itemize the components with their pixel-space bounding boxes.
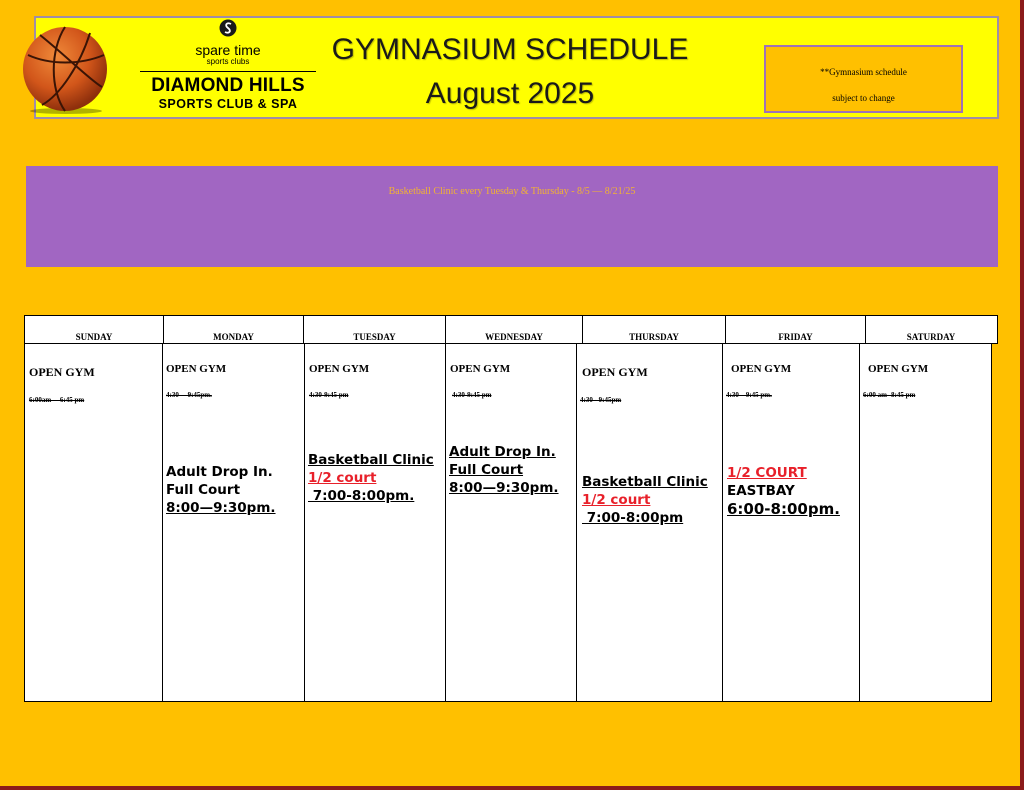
calendar-body [24, 344, 992, 702]
club-logo [140, 19, 316, 114]
open-gym-time: 6:00am— 6:45 pm [29, 396, 85, 404]
event-line-2: 1/2 court [308, 470, 377, 486]
notice-line-1: **Gymnasium schedule [820, 67, 907, 77]
event-line-2: 1/2 court [582, 492, 651, 508]
event-line-1: Adult Drop In. [449, 444, 556, 460]
open-gym-time: 4:30-9:45 pm [309, 391, 349, 399]
day-header-sunday: SUNDAY [25, 316, 164, 343]
event-line-1: Adult Drop In. [166, 464, 273, 480]
event-time: 7:00-8:00pm. [308, 488, 415, 504]
day-header-friday: FRIDAY [726, 316, 866, 343]
basketball-icon [20, 25, 110, 115]
title-line-1: GYMNASIUM SCHEDULE [331, 33, 689, 66]
calendar-header-row [24, 315, 998, 344]
event-half-court-eastbay [727, 464, 840, 518]
logo-divider [140, 71, 316, 72]
event-basketball-clinic [582, 473, 708, 527]
open-gym-label: OPEN GYM [166, 363, 227, 375]
day-cell-wednesday [446, 344, 577, 701]
day-cell-monday [163, 344, 305, 701]
page-title [300, 28, 720, 116]
day-cell-thursday [577, 344, 723, 701]
open-gym-label: OPEN GYM [450, 363, 511, 375]
logo-brand-sub: sports clubs [206, 57, 250, 66]
event-line-1: Basketball Clinic [308, 452, 434, 468]
open-gym-time: 6:00 am- 8:45 pm [863, 391, 916, 399]
event-adult-drop-in [449, 443, 559, 497]
open-gym-time: 4:30— 9:45pm. [166, 391, 212, 399]
event-basketball-clinic [308, 451, 434, 505]
open-gym-label: OPEN GYM [309, 363, 370, 375]
event-line-2: EASTBAY [727, 483, 795, 499]
event-time: 6:00-8:00pm. [727, 500, 840, 518]
logo-club-name: DIAMOND HILLS [151, 75, 305, 96]
clinic-banner-text: Basketball Clinic every Tuesday & Thursday - 8/5 — 8/21/25 [388, 186, 636, 197]
event-time: 7:00-8:00pm [582, 510, 684, 526]
day-cell-tuesday [305, 344, 446, 701]
day-cell-friday [723, 344, 860, 701]
day-cell-saturday [860, 344, 991, 701]
event-time: 8:00—9:30pm. [449, 480, 559, 496]
open-gym-label: OPEN GYM [582, 365, 648, 379]
day-header-wednesday: WEDNESDAY [446, 316, 583, 343]
clinic-banner [26, 166, 998, 267]
event-line-1: Basketball Clinic [582, 474, 708, 490]
day-header-thursday: THURSDAY [583, 316, 726, 343]
day-header-tuesday: TUESDAY [304, 316, 446, 343]
day-cell-sunday [25, 344, 163, 701]
event-line-2: Full Court [449, 462, 524, 478]
event-line-1: 1/2 COURT [727, 465, 807, 481]
notice-line-2: subject to change [832, 93, 895, 103]
event-adult-drop-in [166, 463, 276, 517]
open-gym-time: 4:30-9:45 pm [452, 391, 492, 399]
schedule-notice [764, 45, 963, 113]
open-gym-time: 4:30—9:45 pm. [726, 391, 772, 399]
spare-time-logo-icon [219, 19, 237, 37]
logo-brand: spare time [195, 42, 261, 58]
title-line-2: August 2025 [425, 77, 595, 110]
day-header-saturday: SATURDAY [906, 332, 956, 342]
open-gym-label: OPEN GYM [868, 363, 929, 375]
event-line-2: Full Court [166, 482, 241, 498]
open-gym-label: OPEN GYM [731, 363, 792, 375]
logo-club-sub: SPORTS CLUB & SPA [158, 97, 298, 111]
event-time: 8:00—9:30pm. [166, 500, 276, 516]
open-gym-time: 4:30 - 9:45pm [580, 396, 622, 404]
day-header-monday: MONDAY [164, 316, 304, 343]
open-gym-label: OPEN GYM [29, 365, 95, 379]
